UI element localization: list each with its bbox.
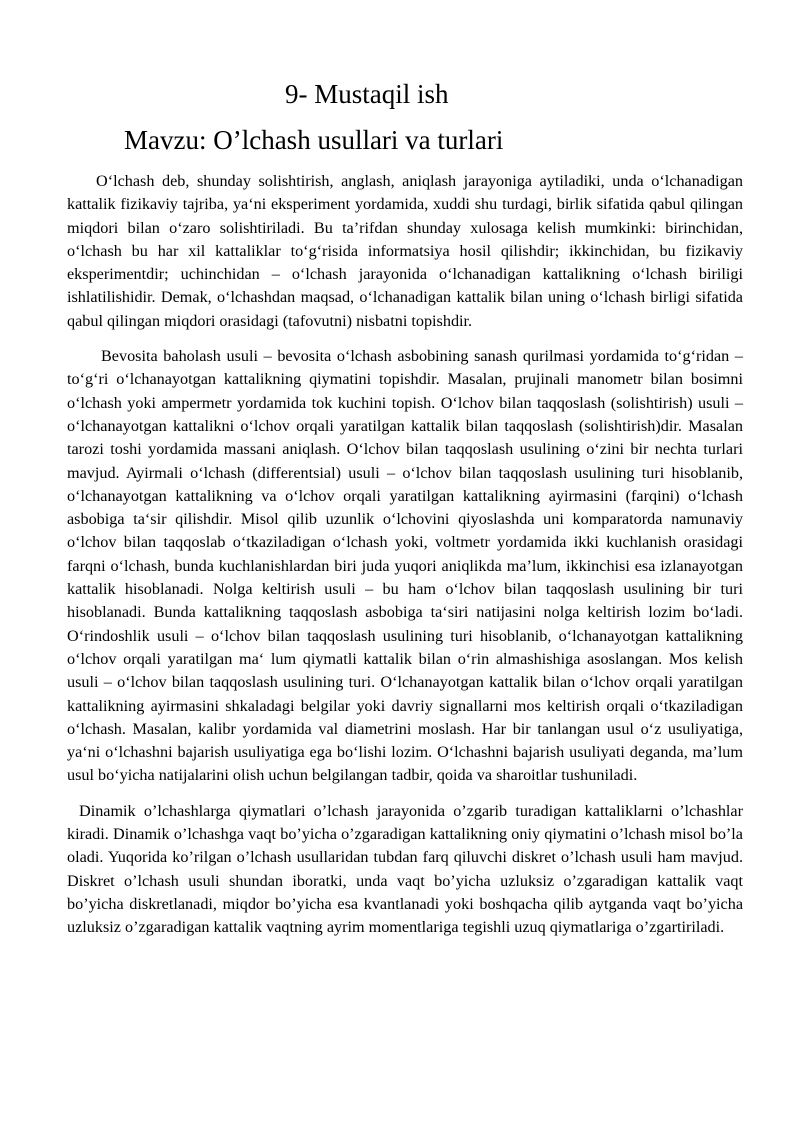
- paragraph-dynamic-measurements: Dinamik o’lchashlarga qiymatlari o’lchash jarayonida o’zgarib turadigan kattaliklarni o’lchashlar kiradi. Dinamik o’lchashga vaqt bo’yicha o’zgaradigan kattalikning oniy qiymatini o’lchash misol bo’la oladi. Yuqorida ko’rilgan o’lchash usullaridan tubdan farq qiluvchi diskret o’lchash usuli ham mavjud. Diskret o’lchash usuli shundan iboratki, unda vaqt bo’yicha uzluksiz o’zgaradigan kattalik vaqt bo’yicha diskretlanadi, miqdor bo’yicha esa kvantlanadi yoki boshqacha qilib aytganda vaqt bo’yicha uzluksiz o’zgaradigan kattalik vaqtning ayrim momentlariga tegishli uzuq qiymatlariga o’zgartiriladi.: [67, 801, 743, 937]
- page-title: 9- Mustaqil ish: [285, 79, 449, 109]
- paragraph-measurement-definition: O‘lchash deb, shunday solishtirish, anglash, aniqlash jarayoniga aytiladiki, unda o‘lchanadigan kattalik fizikaviy tajriba, ya‘ni eksperiment yordamida, xuddi shu turdagi, birlik sifatida qabul qilingan miqdori bilan o‘zaro solishtiriladi. Bu ta’rifdan shunday xulosaga kelish mumkinki: birinchidan, o‘lchash bu har xil kattaliklar to‘g‘risida informatsiya hosil qilishdir; ikkinchidan, bu fizikaviy eksperimentdir; uchinchidan – o‘lchash jarayonida o‘lchanadigan kattalikning o‘lchash biriligi ishlatilishidir. Demak, o‘lchashdan maqsad, o‘lchanadigan kattalik bilan uning o‘lchash birligi sifatida qabul qilingan miqdori orasidagi (tafovutni) nisbatni topishdir.: [67, 172, 743, 330]
- paragraph-measurement-methods: Bevosita baholash usuli – bevosita o‘lchash asbobining sanash qurilmasi yordamida to‘g‘ridan – to‘g‘ri o‘lchanayotgan kattalikning qiymatini topishdir. Masalan, prujinali manometr bilan bosimni o‘lchash yoki ampermetr yordamida tok kuchini topish. O‘lchov bilan taqqoslash (solishtirish) usuli – o‘lchanayotgan kattalikni o‘lchov orqali yaratilgan kattalik bilan taqqoslash (solishtirish)dir. Masalan tarozi toshi yordamida massani aniqlash. O‘lchov bilan taqqoslash usulining o‘zini bir nechta turlari mavjud. Ayirmali o‘lchash (differentsial) usuli – o‘lchov bilan taqqoslash usulining turi hisoblanib, o‘lchanayotgan kattalikning va o‘lchov orqali yaratilgan kattalikning ayirmasini (farqini) o‘lchash asbobiga ta‘sir qilishdir. Misol qilib uzunlik o‘lchovini qiyoslashda uni komparatorda namunaviy o‘lchov bilan taqqoslab o‘tkaziladigan o‘lchash yoki, voltmetr yordamida ikki kuchlanish orasidagi farqni o‘lchash, bunda kuchlanishlardan biri juda yuqori aniqlikda ma’lum, ikkinchisi esa izlanayotgan kattalik hisoblanadi. Nolga keltirish usuli – bu ham o‘lchov bilan taqqoslash usulining bir turi hisoblanadi. Bunda kattalikning taqqoslash asbobiga ta‘siri natijasini nolga keltirish lozim bo‘ladi. O‘rindoshlik usuli – o‘lchov bilan taqqoslash usulining turi hisoblanib, o‘lchanayotgan kattalikning o‘lchov orqali yaratilgan ma‘ lum qiymatli kattalik bilan o‘rin almashishiga asoslangan. Mos kelish usuli – o‘lchov bilan taqqoslash usulining turi. O‘lchanayotgan kattalik bilan o‘lchov orqali yaratilgan kattalikning ayirmasini shkaladagi belgilar yoki davriy signallarni mos keltirish orqali o‘tkaziladigan o‘lchash. Masalan, kalibr yordamida val diametrini moslash. Har bir tanlangan usul o‘z usuliyatiga, ya‘ni o‘lchashni bajarish usuliyatiga ega bo‘lishi lozim. O‘lchashni bajarish usuliyati deganda, ma’lum usul bo‘yicha natijalarini olish uchun belgilangan tadbir, qoida va sharoitlar tushuniladi.: [67, 347, 743, 785]
- document-body: [67, 170, 743, 940]
- topic-heading: Mavzu: O’lchash usullari va turlari: [124, 125, 504, 155]
